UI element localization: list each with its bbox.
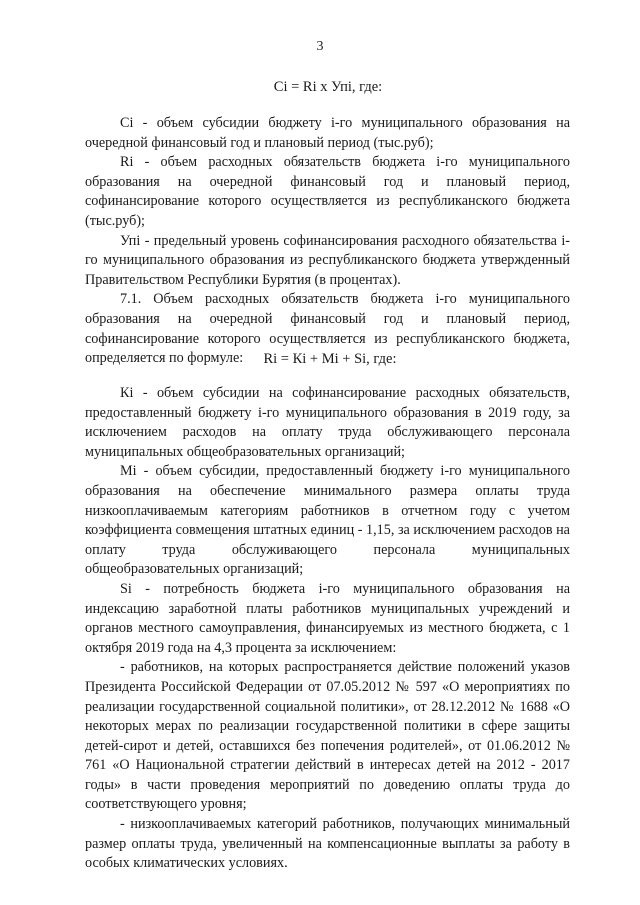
paragraph-si-definition: Si - потребность бюджета i-го муниципального образования на индексацию заработной платы работников муниципальных учреждений и органов местного самоуправления, финансируемых из местного бюджета, с 1 октября 2019 года на 4,3 процента за исключением: <box>85 580 570 656</box>
paragraph-ki-definition: Кi - объем субсидии на софинансирование расходных обязательств, предоставленный бюджету i-го муниципального образования в 2019 году, за исключением расходов на оплату труда обслуживающего персонала муниципальных общеобразовательных организаций; <box>85 385 570 460</box>
definitions-block-2 <box>85 384 570 874</box>
paragraph-upi-definition: Упi - предельный уровень софинансирования расходного обязательства i-го муниципального образования из республиканского бюджета утвержденный Правительством Республики Бурятия (в процентах). <box>85 232 570 288</box>
paragraph-ri-definition: Ri - объем расходных обязательств бюджета i-го муниципального образования на очередной финансовый год и плановый период, софинансирование которого осуществляется из республиканского бюджета (тыс.руб); <box>85 154 570 229</box>
paragraph-section-7-1: 7.1. Объем расходных обязательств бюджета i-го муниципального образования на очередной финансовый год и плановый период, софинансирование которого осуществляется из республиканского бюджета, определяется по формуле: <box>85 291 570 367</box>
formula-obligations: Ri = Кi + Мi + Si, где: <box>263 351 397 367</box>
paragraph-exception-low-paid: - низкооплачиваемых категорий работников, получающих минимальный размер оплаты труда, увеличенный на компенсационные выплаты за работу в особых климатических условиях. <box>85 816 570 872</box>
definitions-block-1 <box>85 114 570 369</box>
page-number: 3 <box>316 39 324 54</box>
formula-subsidy: Сi = Ri x Упi, где: <box>273 79 383 95</box>
paragraph-mi-definition: Мi - объем субсидии, предоставленный бюджету i-го муниципального образования на обеспечение минимального размера оплаты труда низкооплачиваемым категориям работников в отчетном году с учетом коэффициента совмещения штатных единиц - 1,15, за исключением расходов на оплату труда обслуживающего персонала муниципальных общеобразовательных организаций; <box>85 463 570 578</box>
paragraph-ci-definition: Сi - объем субсидии бюджету i-го муниципального образования на очередной финансовый год и плановый период (тыс.руб); <box>85 115 570 151</box>
paragraph-exception-decrees: - работников, на которых распространяется действие положений указов Президента Российской Федерации от 07.05.2012 № 597 «О мероприятиях по реализации государственной социальной политики», от 28.12.2012 № 1688 «О некоторых мерах по реализации государственной политики в сфере защиты детей-сирот и детей, оставшихся без попечения родителей», от 01.06.2012 № 761 «О Национальной стратегии действий в интересах детей на 2012 - 2017 годы» в части проведения мероприятий по доведению оплаты труда до соответствующего уровня; <box>85 659 570 813</box>
